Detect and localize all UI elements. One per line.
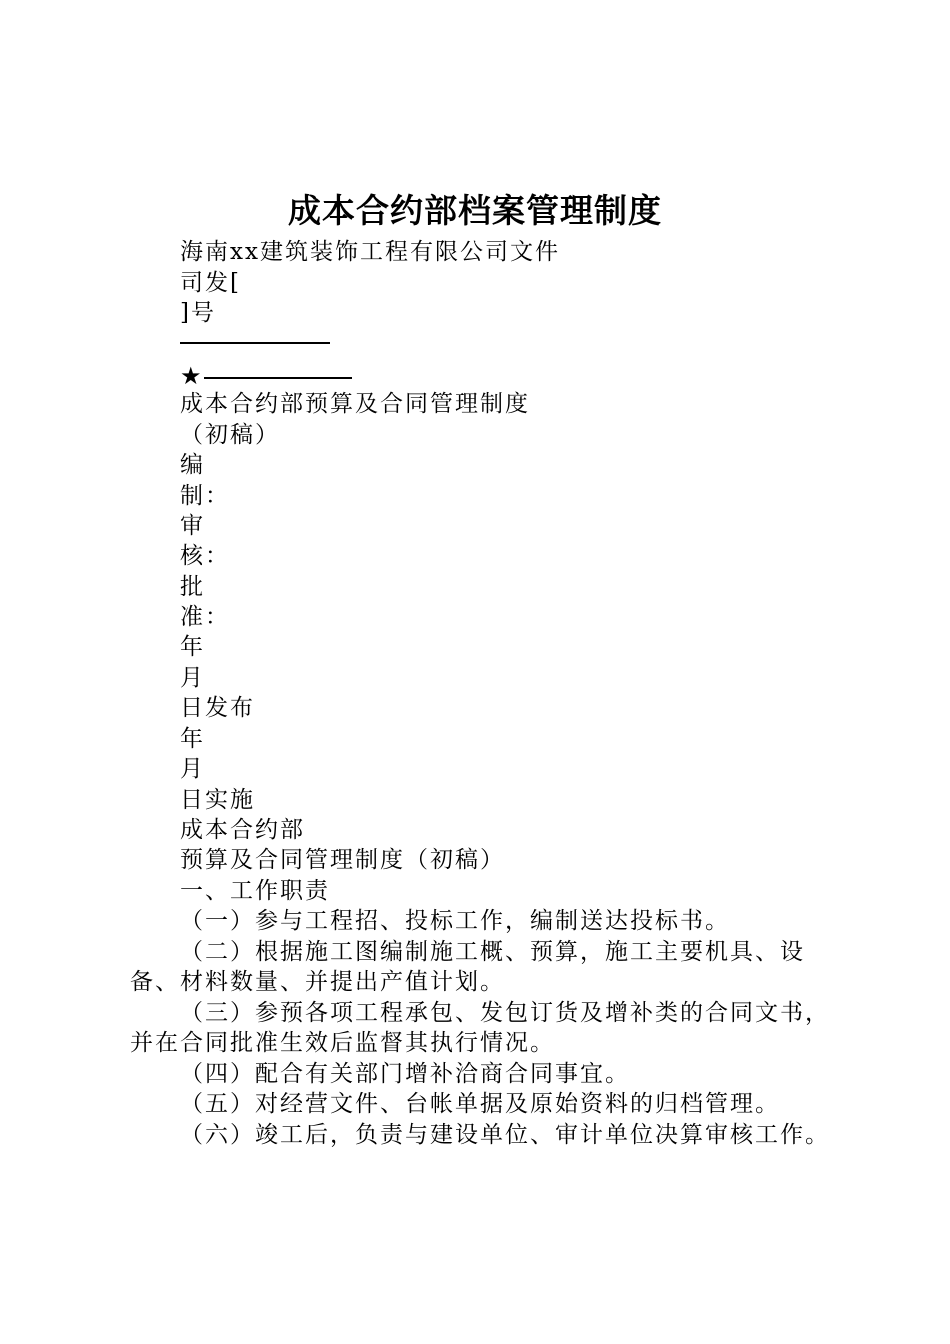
issuer-line: 海南xx建筑装饰工程有限公司文件 xyxy=(180,239,560,265)
department-name: 成本合约部 xyxy=(180,817,305,843)
duty-text: （四）配合有关部门增补洽商合同事宜。 xyxy=(180,1061,630,1087)
reviewed-label-1: 审 xyxy=(180,513,205,539)
document-title: 成本合约部档案管理制度 xyxy=(288,191,662,230)
section-heading: 一、工作职责 xyxy=(180,878,330,904)
duty-text: （二）根据施工图编制施工概、预算，施工主要机具、设备、材料数量、并提出产值计划。 xyxy=(130,939,805,995)
duty-text: （五）对经营文件、台帐单据及原始资料的归档管理。 xyxy=(180,1091,780,1117)
issue-day-label: 日发布 xyxy=(180,695,255,721)
subtitle-line: 成本合约部预算及合同管理制度 xyxy=(180,391,530,417)
effective-year-label: 年 xyxy=(180,726,205,752)
doc-number-prefix: 司发[ xyxy=(180,270,241,296)
approved-label-1: 批 xyxy=(180,574,205,600)
duty-paragraph xyxy=(130,1089,850,1119)
issue-year-label: 年 xyxy=(180,634,205,660)
duty-text: （一）参与工程招、投标工作，编制送达投标书。 xyxy=(180,908,730,934)
duty-paragraph xyxy=(130,1120,850,1150)
effective-day-label: 日实施 xyxy=(180,787,255,813)
duty-paragraph xyxy=(130,998,850,1058)
star-separator xyxy=(180,361,352,391)
duty-paragraph xyxy=(130,937,850,997)
draft-label: （初稿） xyxy=(180,422,280,448)
separator-rule xyxy=(180,342,330,344)
effective-month-label: 月 xyxy=(180,756,205,782)
duty-text: （六）竣工后，负责与建设单位、审计单位决算审核工作。 xyxy=(180,1122,830,1148)
reviewed-label-2: 核： xyxy=(180,543,230,569)
star-rule xyxy=(204,377,352,379)
issue-month-label: 月 xyxy=(180,665,205,691)
duty-paragraph xyxy=(130,1059,850,1089)
regulation-name: 预算及合同管理制度（初稿） xyxy=(180,847,505,873)
doc-number-suffix: ]号 xyxy=(180,300,216,326)
compiled-label-2: 制： xyxy=(180,483,230,509)
star-icon: ★ xyxy=(180,362,202,390)
duty-text: （三）参预各项工程承包、发包订货及增补类的合同文书，并在合同批准生效后监督其执行情况。 xyxy=(130,1000,830,1056)
approved-label-2: 准： xyxy=(180,604,230,630)
duty-paragraph xyxy=(130,906,850,936)
compiled-label-1: 编 xyxy=(180,452,205,478)
